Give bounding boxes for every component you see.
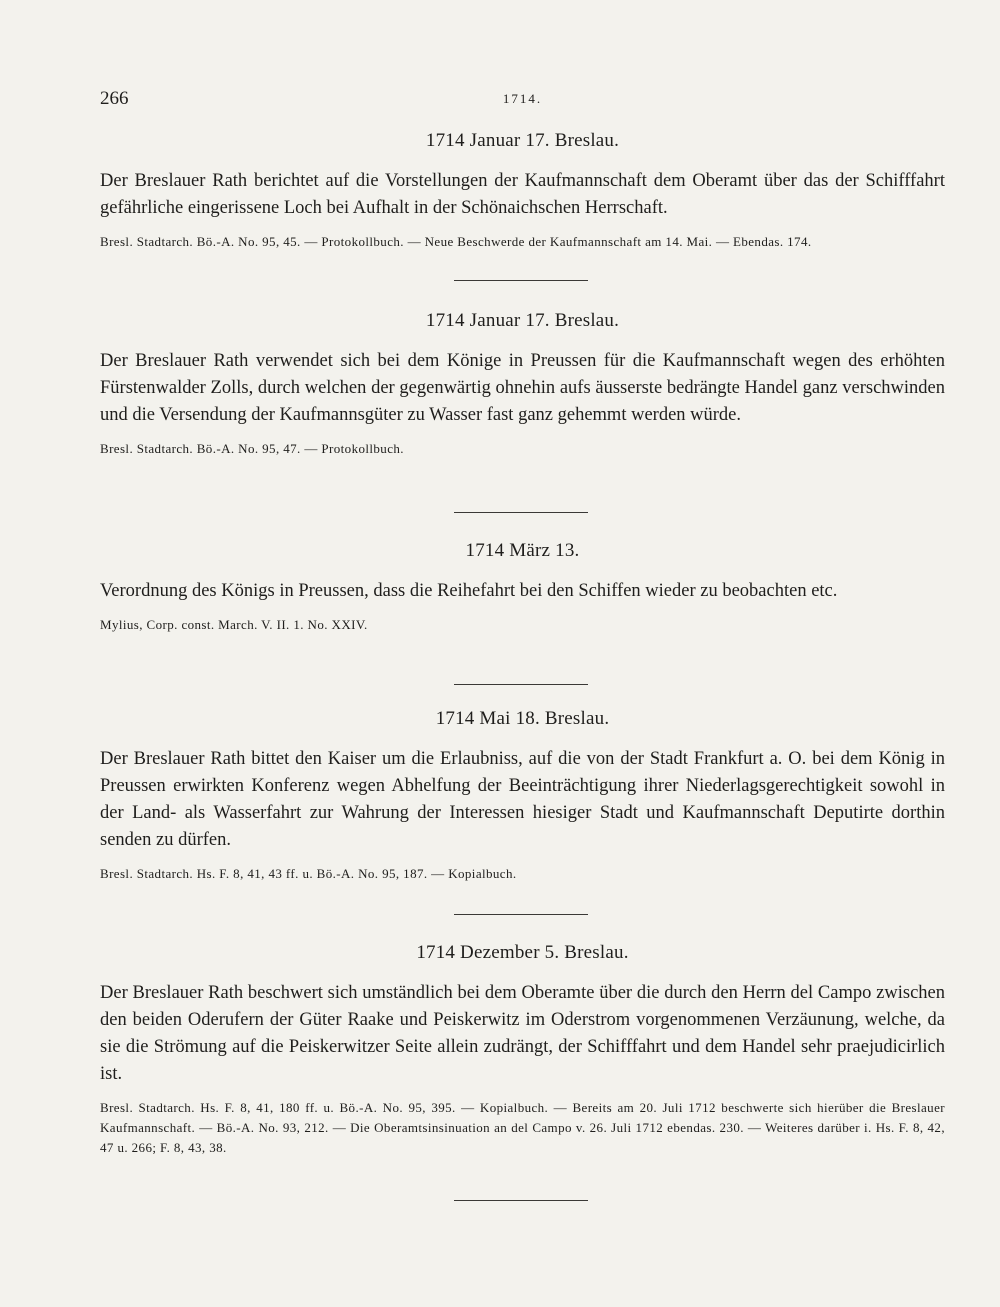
entry-5 (100, 942, 945, 1158)
entry-source: Bresl. Stadtarch. Bö.-A. No. 95, 47. — Protokollbuch. (100, 441, 404, 456)
entry-text: Der Breslauer Rath beschwert sich umständlich bei dem Oberamte über die durch den Herrn del Campo zwischen den beiden Oderufern der Güter Raake und Peiskerwitz im Oderstrom vorgenommenen Verzäunung, welche, da sie die Strömung auf die Peiskerwitzer Seite allein zudrängt, der Schifffahrt und dem Handel sehr praejudicirlich ist. (100, 983, 945, 1084)
separator-rule (454, 684, 588, 685)
entry-date: 1714 Mai 18. Breslau. (435, 708, 610, 729)
entry-text: Der Breslauer Rath berichtet auf die Vorstellungen der Kaufmannschaft dem Oberamt über das der Schifffahrt gefährliche eingerissene Loch bei Aufhalt in der Schönaichschen Herrschaft. (100, 171, 945, 218)
page-header (100, 88, 945, 114)
page-number: 266 (100, 88, 129, 109)
entry-3 (100, 540, 945, 635)
entry-1 (100, 130, 945, 252)
entry-2 (100, 310, 945, 459)
entry-date: 1714 Dezember 5. Breslau. (416, 942, 629, 963)
entry-date: 1714 Januar 17. Breslau. (425, 130, 620, 151)
entry-date: 1714 Januar 17. Breslau. (425, 310, 620, 331)
entry-text: Verordnung des Königs in Preussen, dass die Reihefahrt bei den Schiffen wieder zu beobachten etc. (100, 581, 838, 601)
separator-rule (454, 914, 588, 915)
entry-source: Bresl. Stadtarch. Bö.-A. No. 95, 45. — Protokollbuch. — Neue Beschwerde der Kaufmannschaft am 14. Mai. — Ebendas. 174. (100, 234, 812, 249)
entry-text: Der Breslauer Rath bittet den Kaiser um die Erlaubniss, auf die von der Stadt Frankfurt a. O. bei dem König in Preussen erwirkten Konferenz wegen Abhelfung der Beeinträchtigung ihrer Niederlagsgerechtigkeit sowohl in der Land- als Wasserfahrt zur Wahrung der Interessen hiesiger Stadt und Kaufmannschaft Deputirte dorthin senden zu dürfen. (100, 749, 945, 850)
separator-rule (454, 1200, 588, 1201)
running-head: 1714. (502, 91, 543, 106)
entry-source: Bresl. Stadtarch. Hs. F. 8, 41, 43 ff. u. Bö.-A. No. 95, 187. — Kopialbuch. (100, 866, 517, 881)
separator-rule (454, 280, 588, 281)
entry-date: 1714 März 13. (465, 540, 580, 561)
entry-source: Bresl. Stadtarch. Hs. F. 8, 41, 180 ff. u. Bö.-A. No. 95, 395. — Kopialbuch. — Bereits am 20. Juli 1712 beschwerte sich hierüber die Breslauer Kaufmannschaft. — Bö.-A. No. 93, 212. — Die Oberamtsinsinuation an del Campo v. 26. Juli 1712 ebendas. 230. — Weiteres darüber i. Hs. F. 8, 42, 47 u. 266; F. 8, 43, 38. (100, 1100, 945, 1155)
entry-source: Mylius, Corp. const. March. V. II. 1. No. XXIV. (100, 617, 368, 632)
entry-4 (100, 708, 945, 884)
separator-rule (454, 512, 588, 513)
entry-text: Der Breslauer Rath verwendet sich bei dem Könige in Preussen für die Kaufmannschaft wegen des erhöhten Fürstenwalder Zolls, durch welchen der gegenwärtig ohnehin aufs äusserste bedrängte Handel ganz verschwinden und die Versendung der Kaufmannsgüter zu Wasser fast ganz gehemmt werden würde. (100, 351, 945, 425)
